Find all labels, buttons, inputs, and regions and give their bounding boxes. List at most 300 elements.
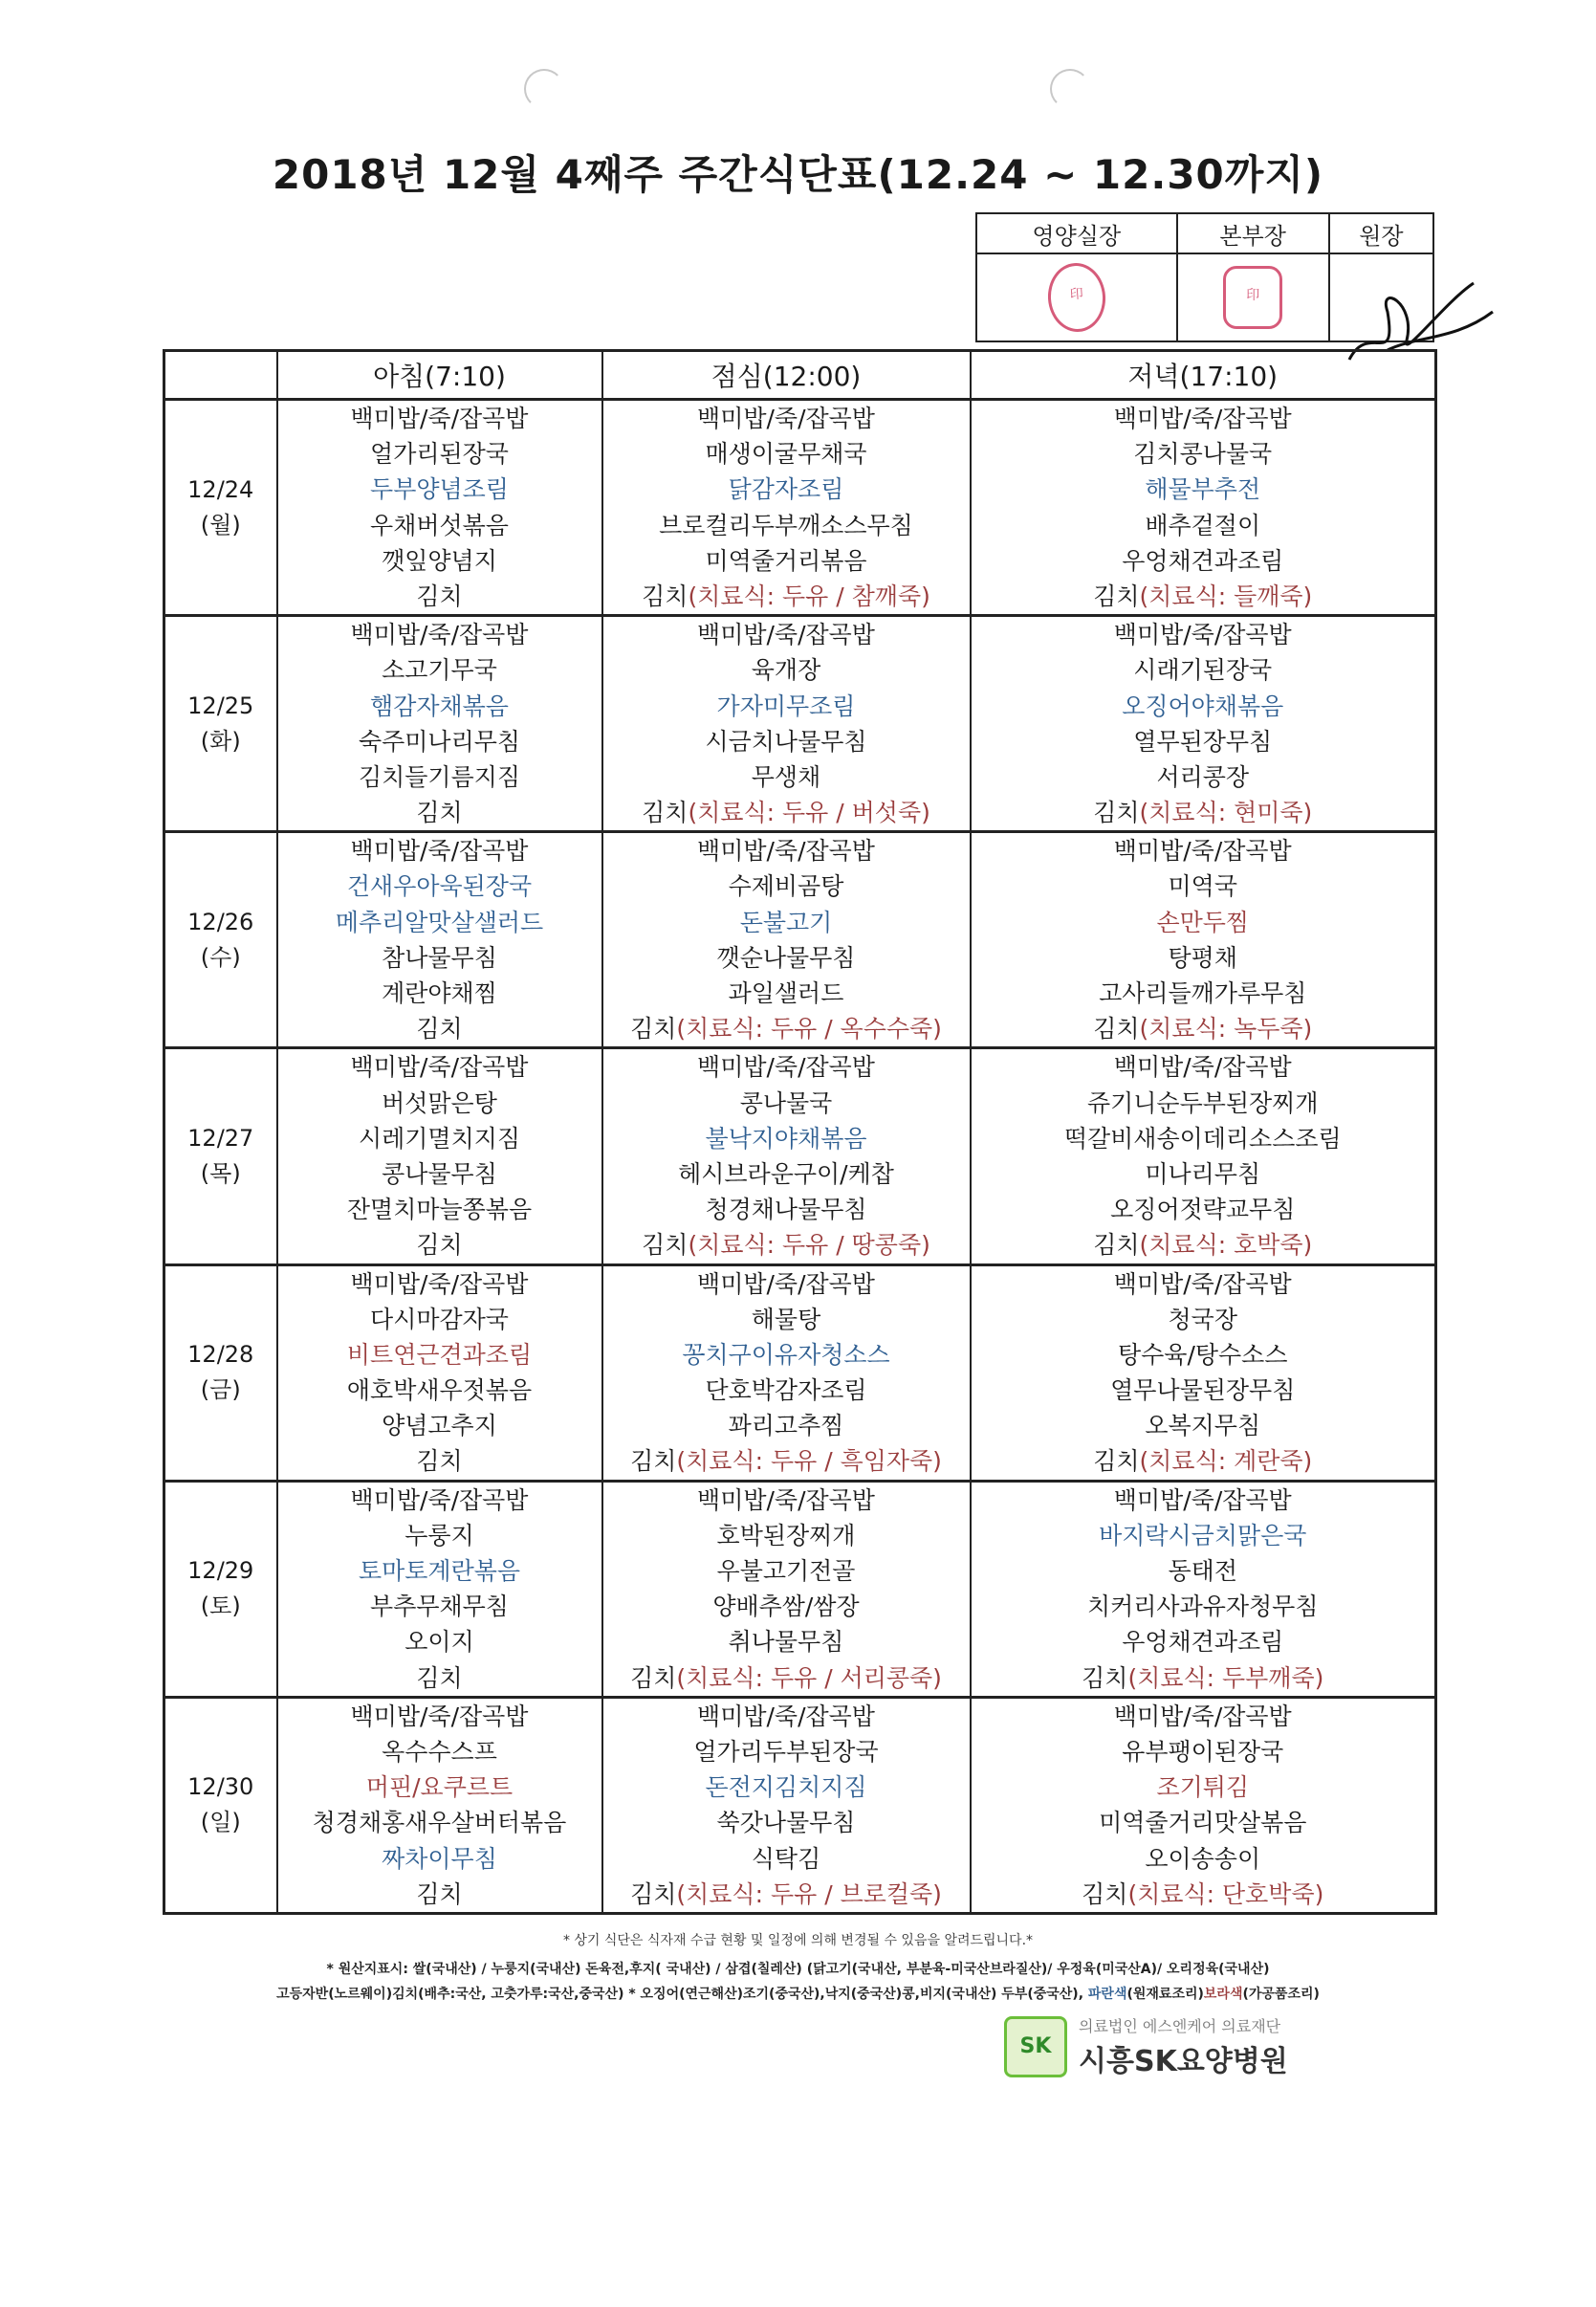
day-weekday: (금) (200, 1376, 241, 1404)
menu-item (603, 1227, 970, 1263)
menu-item-text: 미역줄거리볶음 (705, 546, 867, 575)
menu-item (278, 1049, 601, 1085)
menu-item-text: 호박된장찌개 (716, 1521, 856, 1549)
menu-item-text: 시래기된장국 (1133, 656, 1273, 685)
day-cell (164, 1048, 277, 1264)
logo-name: 시흥SK요양병원 (1079, 2045, 1288, 2078)
menu-item-text: 매생이굴무채국 (705, 440, 867, 469)
breakfast-cell (277, 616, 602, 832)
menu-item (603, 1589, 970, 1624)
day-weekday: (수) (200, 943, 241, 971)
menu-item (972, 759, 1435, 795)
menu-item-text: 손만두찜 (1156, 908, 1250, 936)
menu-item (603, 1121, 970, 1156)
seal-stamp: 印 (1045, 261, 1107, 334)
menu-item (278, 1373, 601, 1408)
menu-item (603, 1156, 970, 1192)
menu-item (972, 1266, 1435, 1302)
therapeutic-diet-note: (치료식: 두부깨죽) (1127, 1663, 1324, 1692)
origin-text: (가공품조리) (1242, 1987, 1320, 2002)
menu-item-text: 오징어야채볶음 (1122, 692, 1284, 720)
menu-item-text: 백미밥/죽/잡곡밥 (697, 1702, 875, 1730)
menu-item-text: 시금치나물무침 (705, 727, 867, 756)
menu-item (603, 1266, 970, 1302)
menu-item (972, 617, 1435, 652)
day-weekday: (일) (200, 1809, 241, 1836)
menu-item-text: 가자미무조림 (716, 692, 856, 720)
therapeutic-diet-note: (치료식: 들깨죽) (1139, 582, 1313, 610)
menu-item-text: 헤시브라운구이/케찹 (678, 1159, 894, 1188)
menu-item (972, 508, 1435, 543)
menu-item (972, 1408, 1435, 1443)
menu-item-text: 조기튀김 (1156, 1773, 1250, 1802)
day-row (164, 1481, 1436, 1697)
menu-item (278, 1408, 601, 1443)
menu-item-text: 오복지무침 (1145, 1412, 1261, 1440)
menu-item (972, 1337, 1435, 1373)
menu-item (972, 689, 1435, 724)
day-cell (164, 400, 277, 616)
day-cell (164, 616, 277, 832)
menu-item-text: 백미밥/죽/잡곡밥 (1113, 1269, 1292, 1298)
logo-mark: SK (1004, 2016, 1067, 2077)
menu-item-text: 김치 (1093, 1231, 1140, 1260)
menu-item (603, 1049, 970, 1085)
menu-item (972, 1302, 1435, 1337)
menu-item-text: 얼가리된장국 (370, 440, 509, 469)
menu-item (278, 759, 601, 795)
menu-item (972, 905, 1435, 940)
menu-item-text: 오징어젓략교무침 (1110, 1196, 1296, 1224)
day-weekday: (목) (200, 1159, 241, 1187)
menu-item-text: 꽈리고추찜 (728, 1412, 844, 1440)
menu-item (603, 1302, 970, 1337)
menu-item-text: 김치 (630, 1663, 677, 1692)
menu-item-text: 치커리사과유자청무침 (1086, 1593, 1319, 1621)
therapeutic-diet-note: (치료식: 두유 / 서리콩죽) (676, 1663, 942, 1692)
menu-item (972, 1373, 1435, 1408)
menu-item (603, 724, 970, 759)
menu-item (278, 472, 601, 507)
menu-item (278, 1769, 601, 1805)
menu-item (972, 436, 1435, 472)
menu-item (278, 1266, 601, 1302)
menu-item (603, 976, 970, 1011)
menu-item (278, 976, 601, 1011)
origin-info-line2 (0, 1984, 1596, 2003)
day-row (164, 400, 1436, 616)
lunch-cell (602, 1048, 971, 1264)
menu-item-text: 쥬기니순두부된장찌개 (1086, 1088, 1319, 1117)
menu-item-text: 과일샐러드 (728, 979, 844, 1007)
menu-item-text: 김치콩나물국 (1133, 440, 1273, 469)
menu-item (972, 1121, 1435, 1156)
therapeutic-diet-note: (치료식: 두유 / 땅콩죽) (688, 1231, 930, 1260)
menu-item (603, 617, 970, 652)
lunch-cell (602, 1264, 971, 1481)
menu-item (278, 1805, 601, 1840)
menu-item-text: 김치 (1093, 582, 1140, 610)
menu-item-text: 김치 (1093, 1447, 1140, 1476)
menu-item-text: 깻잎양념지 (382, 546, 497, 575)
menu-item-text: 김치들기름지짐 (358, 762, 521, 791)
menu-item (603, 1337, 970, 1373)
seal-stamp: 印 (1223, 266, 1282, 329)
menu-item-text: 숙주미나리무침 (358, 727, 521, 756)
menu-item-text: 무생채 (751, 762, 821, 791)
menu-item-text: 돈전지김치지짐 (705, 1773, 867, 1802)
day-weekday: (화) (200, 727, 241, 755)
menu-item-text: 김치 (416, 1015, 463, 1044)
menu-item (972, 795, 1435, 830)
menu-item (603, 436, 970, 472)
menu-item (278, 833, 601, 868)
menu-item (972, 1227, 1435, 1263)
dinner-cell (971, 1697, 1436, 1913)
menu-item-text: 오이지 (404, 1628, 474, 1657)
menu-item-text: 우엉채견과조림 (1122, 1628, 1284, 1657)
menu-item (603, 1805, 970, 1840)
menu-item-text: 단호박감자조림 (705, 1376, 867, 1405)
menu-item (278, 1443, 601, 1479)
menu-item (972, 1086, 1435, 1121)
menu-item-text: 깻순나물무침 (716, 943, 856, 972)
menu-item (278, 617, 601, 652)
menu-item-text: 김치 (416, 1879, 463, 1908)
menu-item-text: 양배추쌈/쌈장 (712, 1593, 860, 1621)
dinner-cell (971, 400, 1436, 616)
day-weekday: (월) (200, 511, 241, 538)
menu-item (603, 1877, 970, 1912)
day-date: 12/27 (187, 1124, 254, 1152)
menu-item-text: 백미밥/죽/잡곡밥 (350, 405, 529, 432)
menu-item-text: 동태전 (1168, 1557, 1237, 1585)
menu-item (278, 1192, 601, 1227)
menu-item (603, 689, 970, 724)
menu-item-text: 열무된장무침 (1133, 727, 1273, 756)
menu-item-text: 김치 (1093, 799, 1140, 827)
menu-item (972, 1518, 1435, 1553)
therapeutic-diet-note: (치료식: 계란죽) (1139, 1447, 1313, 1476)
menu-item-text: 버섯맑은탕 (382, 1088, 497, 1117)
menu-item (972, 652, 1435, 688)
menu-item (278, 1699, 601, 1734)
menu-item (603, 1373, 970, 1408)
menu-item-text: 오이송송이 (1145, 1844, 1261, 1873)
day-cell (164, 1697, 277, 1913)
menu-item (603, 1660, 970, 1696)
menu-item (603, 508, 970, 543)
menu-item (972, 1699, 1435, 1734)
menu-item-text: 머핀/요쿠르트 (365, 1773, 514, 1802)
menu-item-text: 김치 (416, 799, 463, 827)
therapeutic-diet-note: (치료식: 녹두죽) (1139, 1015, 1313, 1044)
origin-text: (원재료조리) (1126, 1987, 1204, 2002)
menu-item-text: 김치 (1082, 1663, 1128, 1692)
menu-item (278, 1483, 601, 1518)
menu-item (603, 1483, 970, 1518)
menu-item-text: 백미밥/죽/잡곡밥 (350, 837, 529, 866)
menu-item (972, 1192, 1435, 1227)
menu-item (603, 940, 970, 976)
day-date: 12/28 (187, 1341, 254, 1369)
menu-item (603, 1624, 970, 1659)
menu-item-text: 햄감자채볶음 (370, 692, 509, 720)
menu-item-text: 애호박새우젓볶음 (346, 1376, 533, 1405)
menu-item (972, 1624, 1435, 1659)
menu-item (972, 868, 1435, 904)
menu-item (972, 1553, 1435, 1589)
menu-item-text: 미역국 (1168, 872, 1237, 901)
menu-item (278, 1624, 601, 1659)
day-row (164, 616, 1436, 832)
menu-item-text: 우엉채견과조림 (1122, 546, 1284, 575)
menu-item-text: 백미밥/죽/잡곡밥 (350, 1485, 529, 1514)
menu-item-text: 배추겉절이 (1145, 511, 1261, 539)
lunch-cell (602, 400, 971, 616)
day-date: 12/30 (187, 1773, 254, 1801)
menu-item-text: 돈불고기 (739, 908, 833, 936)
menu-item (603, 1769, 970, 1805)
approval-header: 원장 (1329, 213, 1433, 253)
menu-item (603, 1699, 970, 1734)
day-cell (164, 1481, 277, 1697)
approval-signature-cell (1329, 253, 1433, 341)
menu-item-text: 브로컬리두부깨소스무침 (659, 511, 913, 539)
menu-item-text: 탕수육/탕수소스 (1118, 1340, 1288, 1369)
menu-item-text: 양념고추지 (382, 1412, 497, 1440)
breakfast-cell (277, 832, 602, 1048)
menu-item (603, 1011, 970, 1046)
origin-text: 고등자반(노르웨이)김치(배추:국산, 고춧가루:국산,중국산) * 오징어(연근해산)조기(중국산),낙지(중국산)콩,비지(국내산) 두부(중국산), (276, 1987, 1088, 2002)
menu-item (278, 508, 601, 543)
menu-item (972, 1841, 1435, 1877)
day-row (164, 1048, 1436, 1264)
origin-red-legend: 보라색 (1203, 1987, 1243, 2002)
menu-item-text: 수제비곰탕 (728, 872, 844, 901)
menu-item-text: 김치 (416, 582, 463, 610)
menu-item-text: 김치 (630, 1015, 677, 1044)
menu-item (603, 795, 970, 830)
menu-item (278, 543, 601, 579)
menu-item (972, 724, 1435, 759)
day-row (164, 1264, 1436, 1481)
menu-item (278, 401, 601, 436)
menu-item (278, 905, 601, 940)
menu-item (603, 472, 970, 507)
menu-item-text: 두부양념조림 (370, 475, 509, 504)
day-weekday: (토) (200, 1593, 241, 1620)
menu-item-text: 유부팽이된장국 (1122, 1737, 1284, 1766)
menu-item-text: 육개장 (751, 656, 821, 685)
dinner-cell (971, 616, 1436, 832)
therapeutic-diet-note: (치료식: 두유 / 버섯죽) (688, 799, 930, 827)
menu-item-text: 해물탕 (751, 1305, 821, 1333)
dinner-cell (971, 1481, 1436, 1697)
menu-item (603, 833, 970, 868)
menu-item-text: 계란야채찜 (382, 979, 497, 1007)
therapeutic-diet-note: (치료식: 호박죽) (1139, 1231, 1313, 1260)
menu-item-text: 옥수수스프 (382, 1737, 497, 1766)
menu-item (603, 868, 970, 904)
day-row (164, 1697, 1436, 1913)
menu-item (603, 1553, 970, 1589)
menu-item-text: 탕평채 (1168, 943, 1237, 972)
menu-item (972, 1877, 1435, 1912)
menu-item-text: 김치 (630, 1447, 677, 1476)
menu-item-text: 김치 (642, 799, 689, 827)
menu-item (603, 1408, 970, 1443)
menu-item-text: 식탁김 (751, 1844, 821, 1873)
menu-item-text: 미역줄거리맛살볶음 (1099, 1809, 1307, 1837)
weekly-menu-table (163, 349, 1437, 1915)
menu-item (603, 1518, 970, 1553)
menu-item-text: 백미밥/죽/잡곡밥 (350, 621, 529, 649)
menu-item (603, 652, 970, 688)
column-header-lunch: 점심(12:00) (602, 351, 971, 400)
menu-item (603, 579, 970, 614)
therapeutic-diet-note: (치료식: 두유 / 옥수수죽) (676, 1015, 942, 1044)
breakfast-cell (277, 1481, 602, 1697)
menu-item (603, 401, 970, 436)
menu-item (972, 940, 1435, 976)
lunch-cell (602, 1481, 971, 1697)
menu-item (603, 1841, 970, 1877)
menu-item (278, 1589, 601, 1624)
menu-item-text: 백미밥/죽/잡곡밥 (697, 1053, 875, 1082)
menu-item-text: 백미밥/죽/잡곡밥 (1113, 1702, 1292, 1730)
menu-item (278, 1337, 601, 1373)
menu-item (278, 1227, 601, 1263)
menu-item (972, 1011, 1435, 1046)
menu-item-text: 백미밥/죽/잡곡밥 (1113, 1485, 1292, 1514)
menu-item-text: 청경채나물무침 (705, 1196, 867, 1224)
menu-item-text: 김치 (642, 582, 689, 610)
day-row (164, 832, 1436, 1048)
menu-item-text: 소고기무국 (382, 656, 497, 685)
menu-item (278, 579, 601, 614)
menu-item-text: 참나물무침 (382, 943, 497, 972)
menu-item (278, 689, 601, 724)
menu-item-text: 콩나물국 (739, 1088, 833, 1117)
breakfast-cell (277, 1264, 602, 1481)
menu-item (972, 1443, 1435, 1479)
menu-item (278, 1660, 601, 1696)
menu-item (972, 1589, 1435, 1624)
menu-item (972, 976, 1435, 1011)
menu-item (278, 795, 601, 830)
menu-item-text: 시레기멸치지짐 (358, 1124, 521, 1153)
menu-item (603, 905, 970, 940)
dinner-cell (971, 832, 1436, 1048)
therapeutic-diet-note: (치료식: 현미죽) (1139, 799, 1313, 827)
menu-item-text: 백미밥/죽/잡곡밥 (697, 621, 875, 649)
menu-item-text: 건새우아욱된장국 (346, 872, 533, 901)
menu-item (972, 543, 1435, 579)
menu-item-text: 쑥갓나물무침 (716, 1809, 856, 1837)
menu-item-text: 김치 (630, 1879, 677, 1908)
menu-item-text: 김치 (1082, 1879, 1128, 1908)
menu-item (278, 436, 601, 472)
menu-item (972, 1049, 1435, 1085)
menu-item-text: 미나리무침 (1145, 1159, 1261, 1188)
menu-item-text: 백미밥/죽/잡곡밥 (1113, 1053, 1292, 1082)
menu-item (972, 579, 1435, 614)
menu-item-text: 열무나물된장무침 (1110, 1376, 1296, 1405)
menu-item (278, 1877, 601, 1912)
menu-item-text: 백미밥/죽/잡곡밥 (697, 837, 875, 866)
menu-item (603, 1443, 970, 1479)
menu-item (603, 543, 970, 579)
menu-item (278, 1302, 601, 1337)
menu-item (278, 1011, 601, 1046)
menu-item (278, 652, 601, 688)
menu-item (278, 1553, 601, 1589)
breakfast-cell (277, 1697, 602, 1913)
menu-item-text: 백미밥/죽/잡곡밥 (1113, 621, 1292, 649)
approval-box (975, 212, 1434, 342)
menu-item-text: 청국장 (1168, 1305, 1237, 1333)
menu-item (278, 724, 601, 759)
menu-item-text: 우불고기전골 (716, 1557, 856, 1585)
breakfast-cell (277, 400, 602, 616)
dinner-cell (971, 1264, 1436, 1481)
day-date: 12/25 (187, 692, 254, 719)
menu-item (972, 472, 1435, 507)
day-date: 12/29 (187, 1557, 254, 1585)
therapeutic-diet-note: (치료식: 두유 / 참깨죽) (688, 582, 930, 610)
menu-item-text: 토마토계란볶음 (358, 1557, 521, 1585)
menu-item-text: 백미밥/죽/잡곡밥 (350, 1702, 529, 1730)
menu-item (972, 1156, 1435, 1192)
menu-item-text: 서리콩장 (1156, 762, 1250, 791)
menu-item (972, 1734, 1435, 1769)
menu-item (972, 1805, 1435, 1840)
menu-item-text: 청경채홍새우살버터볶음 (312, 1809, 567, 1837)
page-title: 2018년 12월 4째주 주간식단표(12.24 ~ 12.30까지) (272, 151, 1324, 198)
punch-hole-right (1050, 69, 1090, 109)
menu-item-text: 메추리알맛살샐러드 (335, 908, 544, 936)
lunch-cell (602, 616, 971, 832)
column-header-dinner: 저녁(17:10) (971, 351, 1436, 400)
menu-item (278, 1086, 601, 1121)
menu-item-text: 우채버섯볶음 (370, 511, 509, 539)
lunch-cell (602, 832, 971, 1048)
menu-item-text: 해물부추전 (1145, 475, 1261, 504)
menu-item-text: 고사리들깨가루무침 (1099, 979, 1307, 1007)
breakfast-cell (277, 1048, 602, 1264)
column-header-breakfast: 아침(7:10) (277, 351, 602, 400)
menu-item-text: 잔멸치마늘쫑볶음 (346, 1196, 533, 1224)
column-header-day (164, 351, 277, 400)
menu-item-text: 김치 (642, 1231, 689, 1260)
menu-item-text: 꽁치구이유자청소스 (682, 1340, 890, 1369)
menu-item (972, 1483, 1435, 1518)
menu-item (278, 1518, 601, 1553)
menu-item-text: 백미밥/죽/잡곡밥 (1113, 837, 1292, 866)
menu-item (278, 940, 601, 976)
menu-item (972, 833, 1435, 868)
menu-item-text: 김치 (416, 1231, 463, 1260)
menu-item-text: 백미밥/죽/잡곡밥 (350, 1269, 529, 1298)
menu-item (278, 1734, 601, 1769)
menu-item (603, 1192, 970, 1227)
menu-item-text: 떡갈비새송이데리소스조림 (1063, 1124, 1342, 1153)
menu-item-text: 누룽지 (404, 1521, 474, 1549)
menu-item (972, 401, 1435, 436)
punch-hole-left (524, 69, 564, 109)
logo-subtitle: 의료법인 에스엔케어 의료재단 (1079, 2017, 1281, 2035)
